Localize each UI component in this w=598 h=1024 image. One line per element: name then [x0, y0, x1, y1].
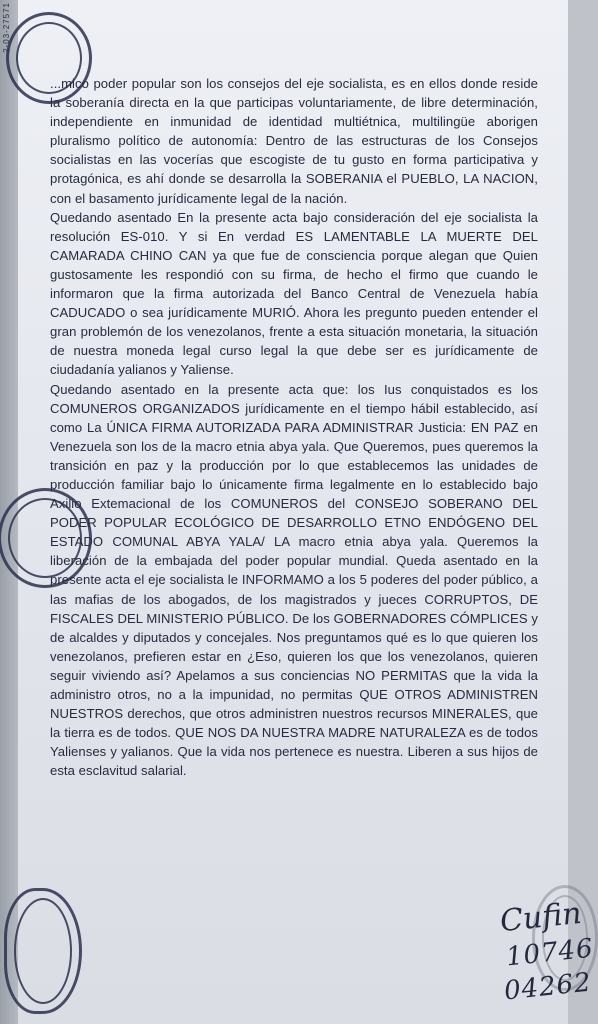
paragraph: Quedando asentado en la presente acta que: los Ius conquistados es los COMUNEROS ORGANIZADOS jurídicamente en el tiempo hábil establecido, así como La ÚNICA FIRMA AUTORIZADA PARA ADMINISTRAR Justicia: EN PAZ en Venezuela son los de la macro etnia abya yala. Que Queremos, pues queremos la transición en paz y la producción por lo que establecemos las unidades de producción familiar bajo lo únicamente firma legalmente en lo establecido bajo Axilio Extemacional de los COMUNEROS del CONSEJO SOBERANO DEL PODER POPULAR ECOLÓGICO DE DESARROLLO ETNO ENDÓGENO DEL ESTADO COMUNAL ABYA YALA/ LA macro etnia abya yala. Queremos la liberación de la embajada del poder popular mundial. Queda asentado en la presente acta el eje socialista le INFORMAMO a los 5 poderes del poder público, a las mafias de los abogados, de los magistrados y jueces CORRUPTOS, DE FISCALES DEL MINISTERIO PÚBLICO. De los GOBERNADORES CÓMPLICES y de alcaldes y diputados y concejales. Nos preguntamos qué es lo que quieren los venezolanos, prefieren estar en ¿Eso, quieren los que los venezolanos, quieren seguir viviendo así? Apelamos a sus conciencias NO PERMITAS que la vida la administro otros, no a la impunidad, no permitas QUE OTROS ADMINISTREN NUESTROS derechos, que otros administren nuestros recursos MINERALES, que la tierra es de todos. QUE NOS DA NUESTRA MADRE NATURALEZA es de todos Yalienses y yalianos. Que la vida nos pertenece es nuestra. Liberen a sus hijos de esta esclavitud salarial. [50, 381, 538, 779]
handwritten-number-2: 04262 [502, 967, 594, 1007]
document-page [18, 0, 596, 1024]
paragraph: Quedando asentado En la presente acta bajo consideración del eje socialista la resolución ES-010. Y si En verdad ES LAMENTABLE LA MUERTE DEL CAMARADA CHINO CAN ya que fue de consciencia porque alegan que Quien gustosamente les respondió con su firma, de hecho el firmo que cuando le informaron que la firma autorizada del Banco Central de Venezuela había CADUCADO o sea jurídicamente MURIÓ. Ahora les pregunto pueden entender el gran problemón de los venezolanos, frente a esta situación monetaria, la situación de nuestra moneda legal curso legal la que debe ser es jurídicamente de ciudadanía yalianos y Yaliense. [50, 209, 538, 378]
handwritten-signature: Cufin [498, 895, 584, 940]
edge-stamp-text: 2-03-27571 [2, 2, 11, 53]
paragraph: ...mico poder popular son los consejos del eje socialista, es en ellos donde reside la soberanía directa en la que participas voluntariamente, de libre determinación, independiente en inmunidad de identidad multiétnica, multilingüe aborigen pluralismo político de autonomía: Dentro de las estructuras de los Consejos socialistas en las vocerías que escogiste de tu gusto en forma participativa y protagónica, es ahí donde se desarrolla la SOBERANIA el PUEBLO, LA NACION, con el basamento jurídicamente legal de la nación. [50, 76, 538, 206]
document-body [50, 74, 538, 780]
stamp-seal-bottom [4, 888, 82, 1014]
handwritten-number-1: 10746 [504, 933, 596, 973]
